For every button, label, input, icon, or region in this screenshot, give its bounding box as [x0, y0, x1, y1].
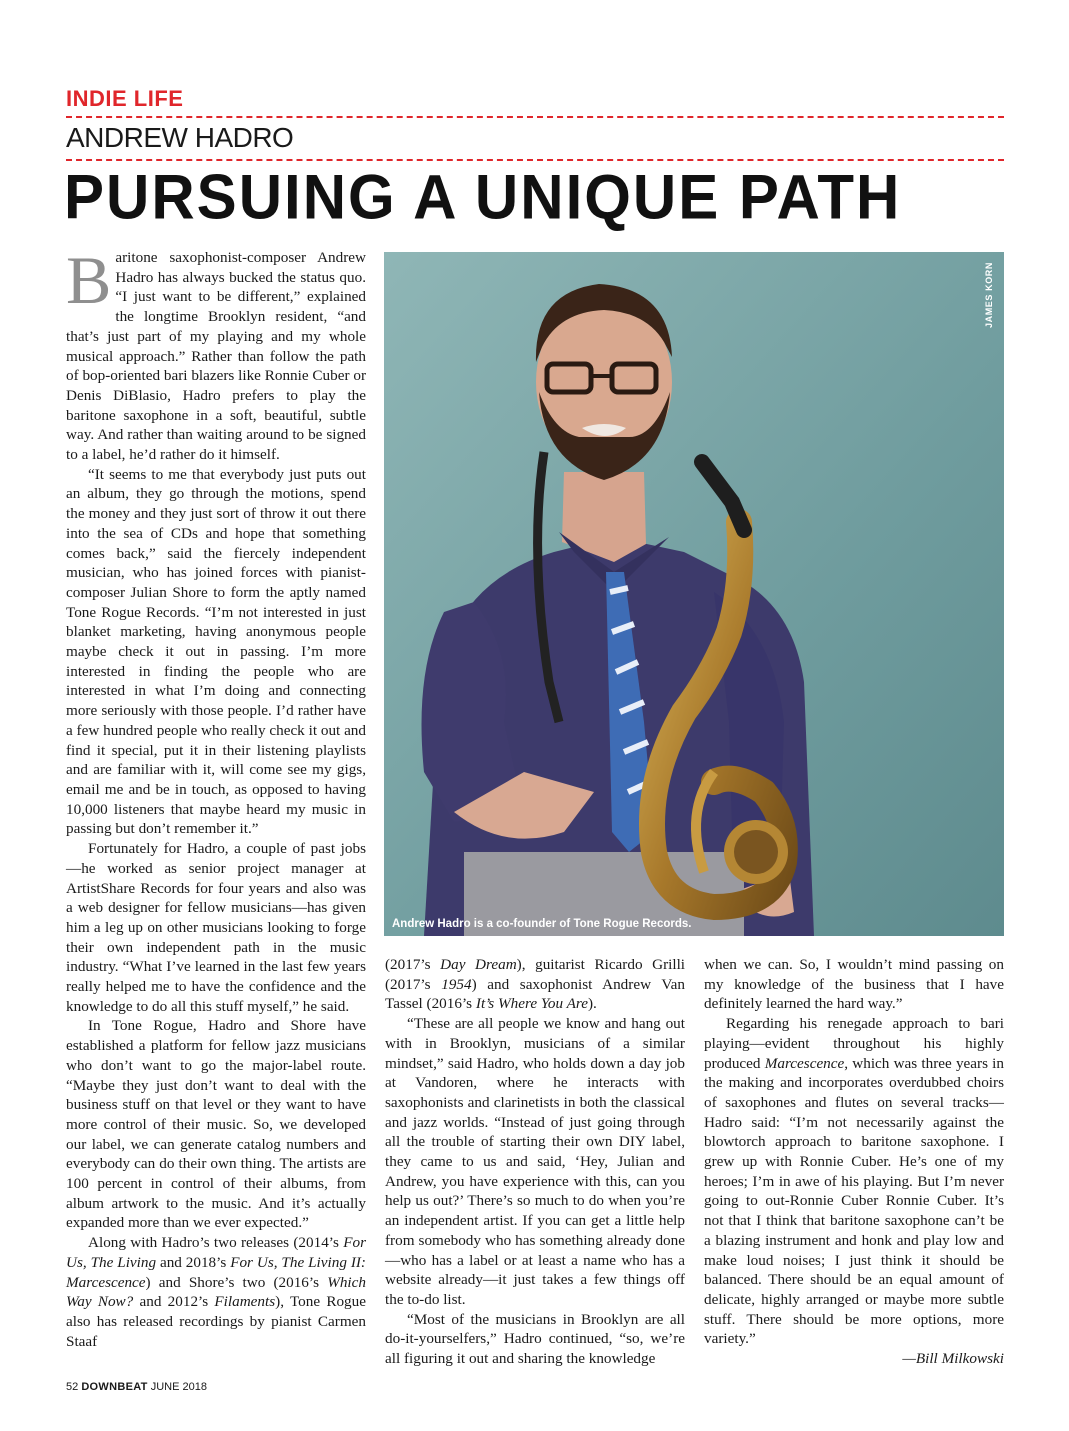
article-column-2 — [385, 955, 685, 1369]
byline: —Bill Milkowski — [902, 1350, 1004, 1368]
magazine-name: DOWNBEAT — [81, 1381, 148, 1393]
portrait-illustration — [384, 252, 1004, 936]
paragraph-1: Baritone saxophonist-composer Andrew Hadro has always bucked the status quo. “I just want to be different,” explained the longtime Brooklyn resident, “and that’s just part of my playing and my whole musical approach.” Rather than follow the path of bop-oriented bari blazers like Ronnie Cuber or Denis DiBlasio, Hadro prefers to play the baritone saxophone in a soft, beautiful, subtle way. And rather than waiting around to be signed to a label, he’d rather do it himself. — [66, 242, 366, 464]
portrait-photo — [384, 252, 1004, 936]
paragraph-2: “It seems to me that everybody just puts out an album, they go through the motions, spend the money and they just sort of throw it out there into the sea of CDs and hope that something comes back,” said the fiercely independent musician, who has joined forces with pianist-composer Julian Shore to form the aptly named Tone Rogue Records. “I’m not interested in just blanket marketing, having anonymous people maybe check it out in passing. I’m more interested in finding the people who are interested in what I’m doing and connecting more seriously with those people. I’d rather have a few hundred people who really check it out and find it special, put it in their listening playlists and are familiar with it, will come see my gigs, email me and be in touch, as opposed to having 10,000 listeners that maybe heard my music in passing but don’t remember it.” — [66, 465, 366, 838]
issue-date: JUNE 2018 — [150, 1381, 207, 1393]
paragraph-8: Regarding his renegade approach to bari playing—evident throughout his highly produced Marcescence, which was three years in the making and incorporates overdubbed choirs of saxophones and flutes on several tracks—Hadro said: “I’m not necessarily against the blowtorch approach to baritone saxophone. I grew up with Ronnie Cuber. He’s one of my heroes; I’m in awe of his playing. But I’m never going to out-Ronnie Cuber Ronnie Cuber. It’s not that I think that baritone saxophone can’t be a blazing instrument and honk and play low and make loud noises; I just think it should be balanced. There should be an equal amount of delicate, highly arranged or maybe more subtle stuff. There should be more options, more variety.” — [704, 1015, 1004, 1348]
page-number: 52 — [66, 1381, 79, 1393]
photo-caption: Andrew Hadro is a co-founder of Tone Rogue Records. — [392, 918, 692, 930]
article-column-3 — [704, 955, 1004, 1369]
paragraph-3: Fortunately for Hadro, a couple of past jobs—he worked as senior project manager at ArtistShare Records for four years and also was a web designer for fellow musicians—has given him a leg up on other musicians looking to forge their own independent path in the music industry. “What I’ve learned in the last few years really helped me to have the confidence and the knowledge to do all this stuff myself,” he said. — [66, 840, 366, 1015]
paragraph-4: In Tone Rogue, Hadro and Shore have established a platform for fellow jazz musicians who don’t want to go the major-label route. “Maybe they just don’t want to deal with the business stuff on that level or they want to have more control of their music. So, we developed our label, we can generate catalog numbers and everybody can do their own thing. The artists are 100 percent in control of their albums, from album artwork to the music. And it’s actually expanded more than we ever expected.” — [66, 1017, 366, 1232]
drop-cap: B — [66, 242, 112, 318]
article-column-1 — [66, 242, 366, 1351]
headline: PURSUING A UNIQUE PATH — [64, 161, 902, 233]
top-divider — [66, 116, 1004, 118]
page-footer — [66, 1381, 207, 1393]
headline-divider — [66, 159, 1004, 161]
photo-credit: JAMES KORN — [984, 262, 994, 329]
section-kicker: INDIE LIFE — [66, 86, 184, 111]
paragraph-5: Along with Hadro’s two releases (2014’s For Us, The Living and 2018’s For Us, The Living II: Marcescence) and Shore’s two (2016’s Which Way Now? and 2012’s Filaments), Tone Rogue also has released recordings by pianist Carmen Staaf — [66, 1234, 366, 1350]
paragraph-5-continued: (2017’s Day Dream), guitarist Ricardo Grilli (2017’s 1954) and saxophonist Andrew Van Tassel (2016’s It’s Where You Are). — [385, 956, 686, 1013]
paragraph-7: “Most of the musicians in Brooklyn are all do-it-yourselfers,” Hadro continued, “so, we’re all figuring it out and sharing the knowledge — [385, 1310, 685, 1368]
paragraph-6: “These are all people we know and hang out with in Brooklyn, musicians of a similar mindset,” said Hadro, who holds down a day job at Vandoren, where he interacts with saxophonists and clarinetists in both the classical and jazz worlds. “Instead of just going through all the trouble of starting their own DIY label, they came to us and said, ‘Hey, Julian and Andrew, you have experience with this, can you help us out?’ There’s so much to do when you’re an independent artist. If you can get a little help from somebody who has something already done—who has a label or at least a name who has a website already—it just takes a few things off the to-do list. — [385, 1015, 685, 1308]
paragraph-7-continued: when we can. So, I wouldn’t mind passing on my knowledge of the business that I have definitely learned the hard way.” — [704, 956, 1004, 1013]
artist-name: ANDREW HADRO — [66, 122, 294, 153]
